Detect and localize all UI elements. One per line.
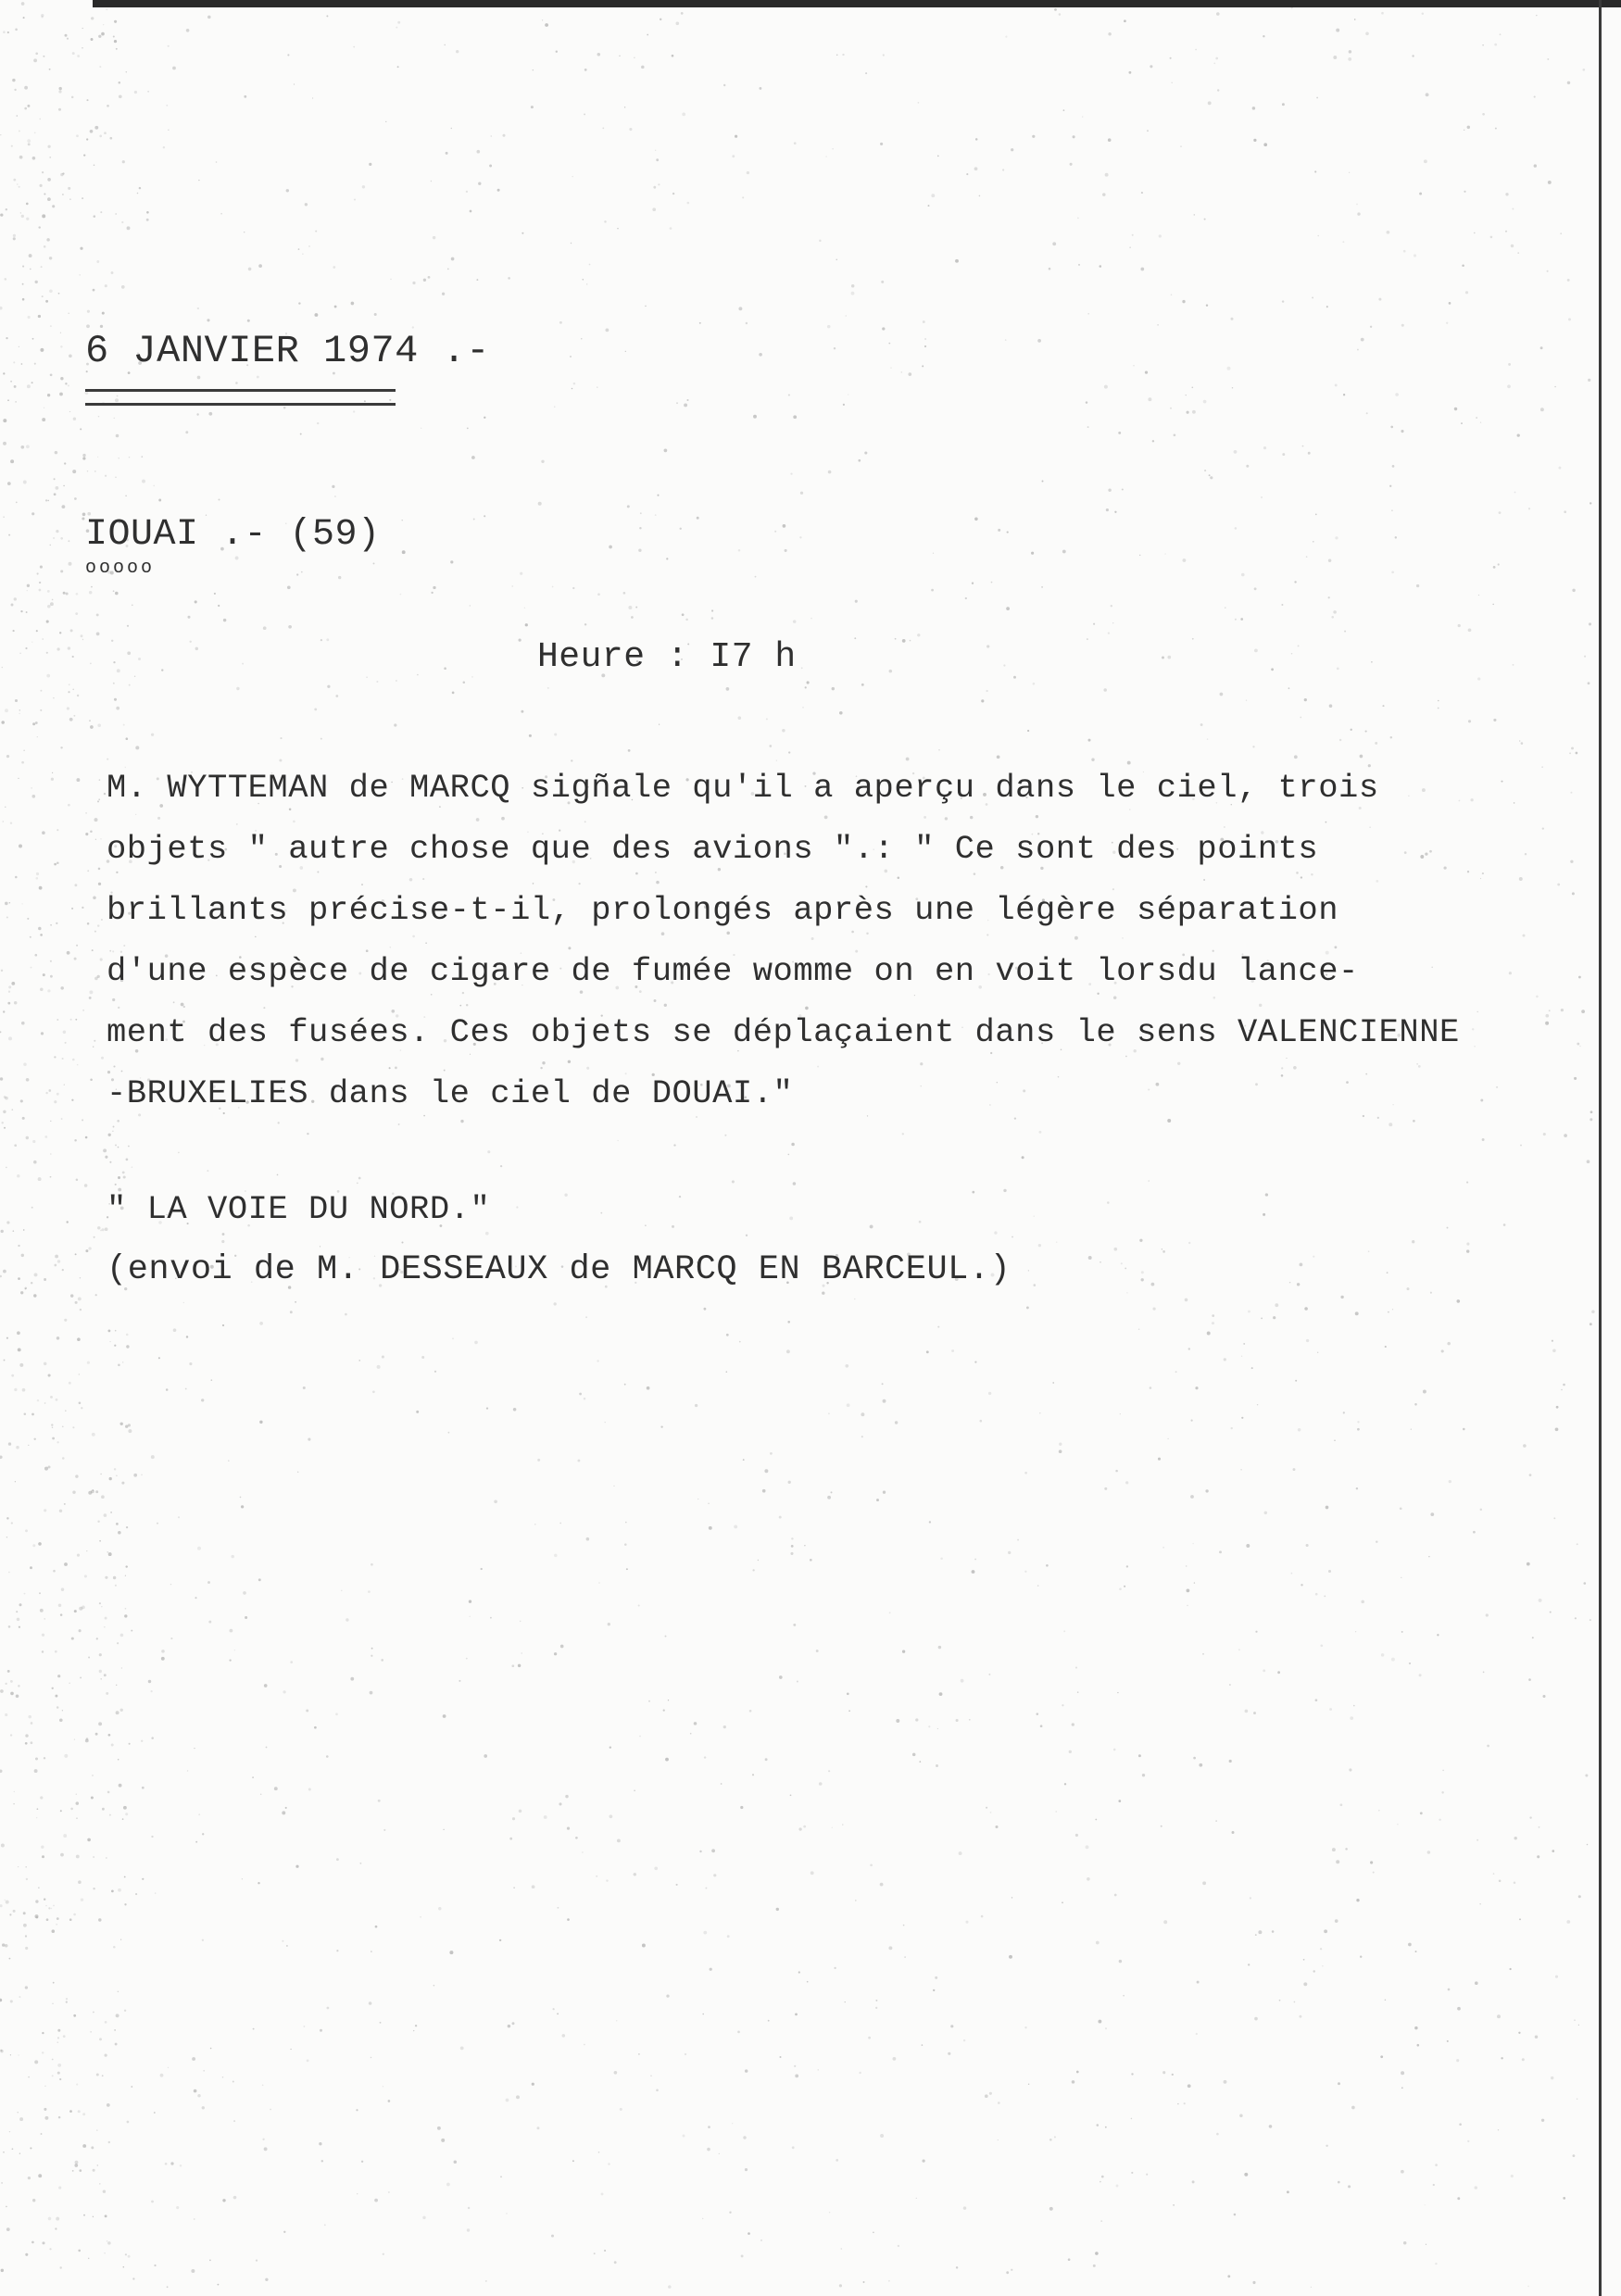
place-heading: IOUAI .- (59) — [85, 514, 381, 556]
place-underline: ooooo — [85, 558, 156, 579]
date-double-underline — [85, 389, 396, 406]
sender-note: (envoi de M. DESSEAUX de MARCQ EN BARCEUL.) — [107, 1250, 1012, 1289]
top-edge-rule — [93, 0, 1621, 7]
time-heading: Heure : I7 h — [537, 637, 797, 677]
report-line: -BRUXELIES dans le ciel de DOUAI." — [107, 1074, 794, 1112]
report-line: ment des fusées. Ces objets se déplaçaient dans le sens VALENCIENNE — [107, 1013, 1460, 1051]
report-line: d'une espèce de cigare de fumée womme on en voit lorsdu lance- — [107, 952, 1359, 990]
document-date: 6 JANVIER 1974 .- — [85, 329, 490, 373]
newspaper-source: " LA VOIE DU NORD." — [107, 1190, 491, 1228]
report-line: M. WYTTEMAN de MARCQ sigñale qu'il a aperçu dans le ciel, trois — [107, 769, 1379, 807]
report-line: brillants précise-t-il, prolongés après une légère séparation — [107, 891, 1339, 929]
report-line: objets " autre chose que des avions ".: " Ce sont des points — [107, 830, 1319, 868]
right-edge-rule — [1599, 0, 1602, 2296]
